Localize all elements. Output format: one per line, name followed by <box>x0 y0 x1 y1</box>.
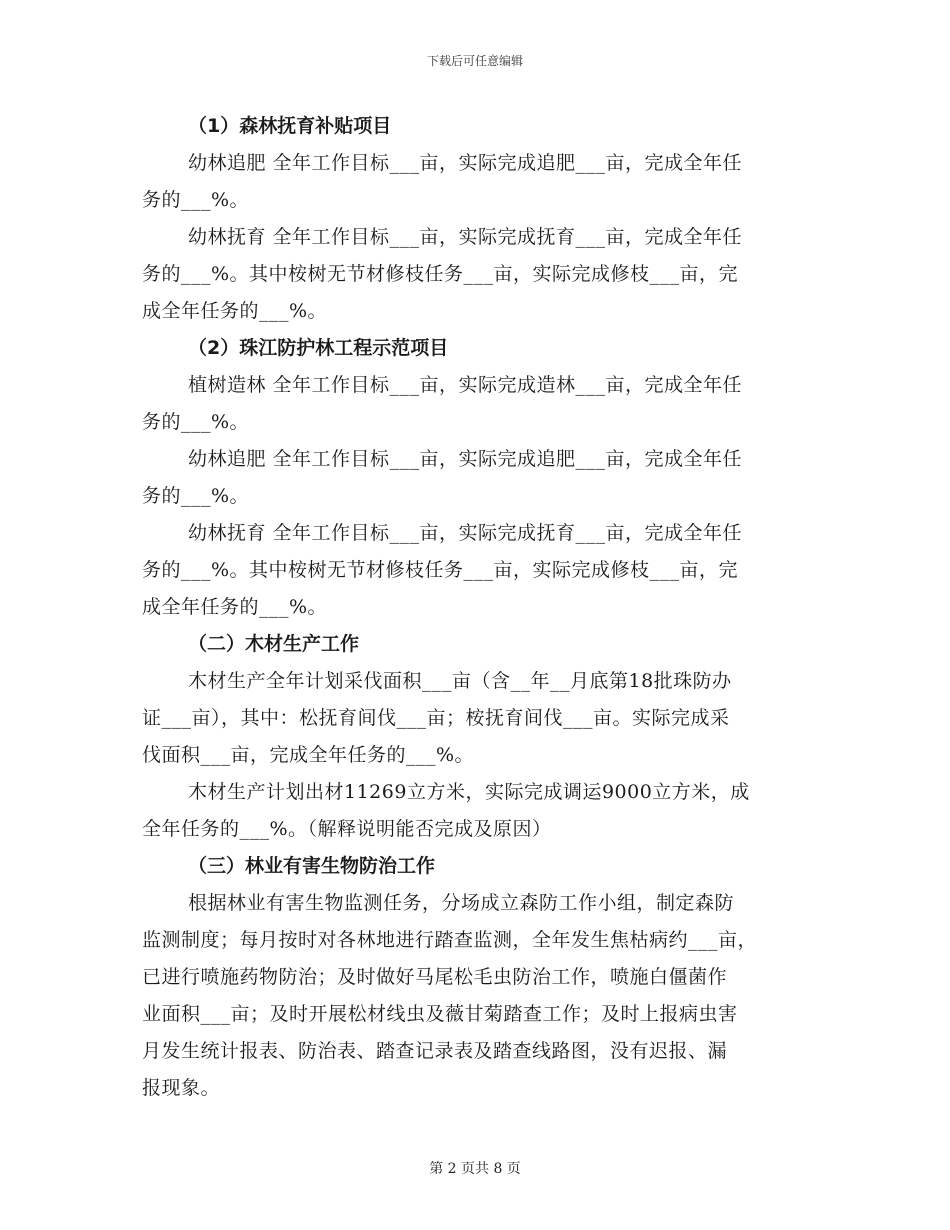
text-line: 务的___%。其中桉树无节材修枝任务___亩，实际完成修枝___亩，完 <box>142 263 739 285</box>
paragraph <box>142 774 812 848</box>
paragraph <box>142 885 812 1107</box>
text-line: 全年任务的___%。（解释说明能否完成及原因） <box>142 818 552 840</box>
section-heading: （1）森林抚育补贴项目 <box>188 115 392 137</box>
text-line: 务的___%。 <box>142 485 250 507</box>
text-line: 木材生产全年计划采伐面积___亩（含__年__月底第18批珠防办 <box>188 670 732 692</box>
page-header: 下载后可任意编辑 <box>426 54 523 68</box>
text-line: 务的___%。 <box>142 189 250 211</box>
text-line: 报现象。 <box>142 1077 221 1099</box>
paragraph <box>142 515 812 626</box>
text-line: 务的___%。其中桉树无节材修枝任务___亩，实际完成修枝___亩，完 <box>142 559 739 581</box>
text-line: 幼林抚育 全年工作目标___亩，实际完成抚育___亩，完成全年任 <box>188 522 743 544</box>
paragraph <box>142 663 812 774</box>
text-line: 已进行喷施药物防治；及时做好马尾松毛虫防治工作，喷施白僵菌作 <box>142 966 728 988</box>
text-line: 植树造林 全年工作目标___亩，实际完成造林___亩，完成全年任 <box>188 374 743 396</box>
text-line: 月发生统计报表、防治表、踏查记录表及踏查线路图，没有迟报、漏 <box>142 1040 728 1062</box>
text-line: 成全年任务的___%。 <box>142 300 328 322</box>
text-line: 幼林追肥 全年工作目标___亩，实际完成追肥___亩，完成全年任 <box>188 152 743 174</box>
text-line: 务的___%。 <box>142 411 250 433</box>
document-body <box>142 108 812 1107</box>
section-heading: （三）林业有害生物防治工作 <box>188 855 436 877</box>
text-line: 幼林追肥 全年工作目标___亩，实际完成追肥___亩，完成全年任 <box>188 448 743 470</box>
text-line: 幼林抚育 全年工作目标___亩，实际完成抚育___亩，完成全年任 <box>188 226 743 248</box>
page-footer: 第 2 页共 8 页 <box>429 1161 521 1177</box>
text-line: 证___亩），其中：松抚育间伐___亩；桉抚育间伐___亩。实际完成采 <box>142 707 730 729</box>
section-heading: （2）珠江防护林工程示范项目 <box>188 337 449 359</box>
section-heading: （二）木材生产工作 <box>188 633 360 655</box>
text-line: 根据林业有害生物监测任务，分场成立森防工作小组，制定森防 <box>188 892 735 914</box>
text-line: 监测制度；每月按时对各林地进行踏查监测，全年发生焦枯病约___亩， <box>142 929 758 951</box>
paragraph <box>142 441 812 515</box>
text-line: 木材生产计划出材11269立方米，实际完成调运9000立方米，成 <box>188 781 750 803</box>
text-line: 成全年任务的___%。 <box>142 596 328 618</box>
paragraph <box>142 145 812 219</box>
text-line: 业面积___亩；及时开展松材线虫及薇甘菊踏查工作；及时上报病虫害 <box>142 1003 738 1025</box>
text-line: 伐面积___亩，完成全年任务的___%。 <box>142 744 475 766</box>
paragraph <box>142 219 812 330</box>
paragraph <box>142 367 812 441</box>
